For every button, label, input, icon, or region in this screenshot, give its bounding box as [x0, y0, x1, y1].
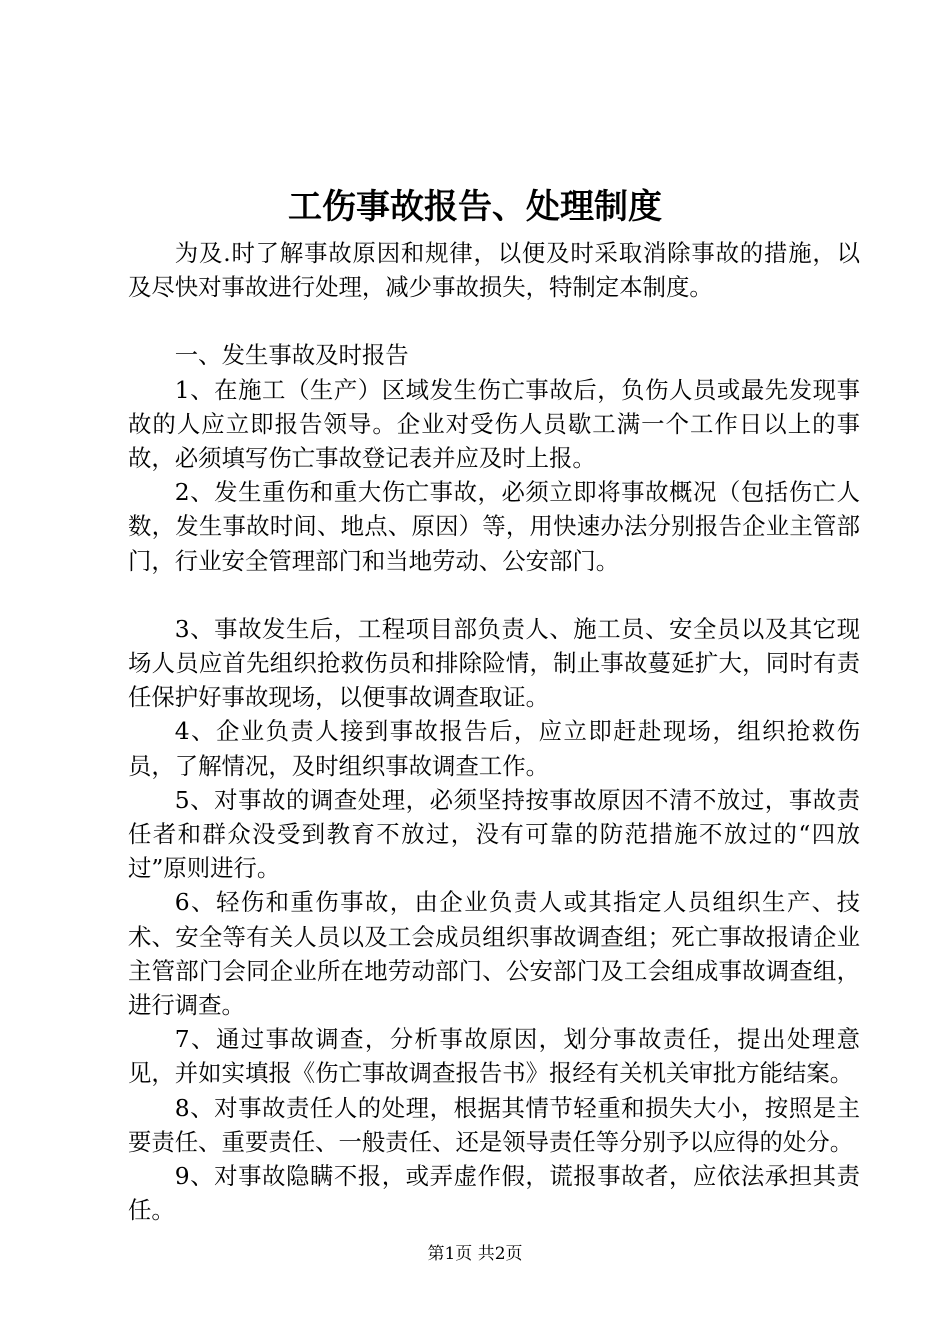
clause-8: 8、对事故责任人的处理，根据其情节轻重和损失大小，按照是主要责任、重要责任、一般责任、还是领导责任等分别予以应得的处分。: [128, 1093, 860, 1156]
clause-5: 5、对事故的调查处理，必须坚持按事故原因不清不放过，事故责任者和群众没受到教育不放过，没有可靠的防范措施不放过的“四放过”原则进行。: [128, 785, 860, 883]
document-title: 工伤事故报告、处理制度: [288, 187, 662, 227]
clause-7: 7、通过事故调查，分析事故原因，划分事故责任，提出处理意见，并如实填报《伤亡事故调查报告书》报经有关机关审批方能结案。: [128, 1025, 860, 1088]
paragraph-spacer: [128, 304, 860, 338]
clause-1: 1、在施工（生产）区域发生伤亡事故后，负伤人员或最先发现事故的人应立即报告领导。企业对受伤人员歇工满一个工作日以上的事故，必须填写伤亡事故登记表并应及时上报。: [128, 375, 860, 473]
clause-4: 4、企业负责人接到事故报告后，应立即赶赴现场，组织抢救伤员，了解情况，及时组织事故调查工作。: [128, 717, 860, 780]
intro-paragraph: 为及.时了解事故原因和规律，以便及时采取消除事故的措施，以及尽快对事故进行处理，减少事故损失，特制定本制度。: [128, 239, 860, 302]
page-number: 第1页 共2页: [427, 1244, 523, 1264]
clause-6: 6、轻伤和重伤事故，由企业负责人或其指定人员组织生产、技术、安全等有关人员以及工会成员组织事故调查组；死亡事故报请企业主管部门会同企业所在地劳动部门、公安部门及工会组成事故调查组，进行调查。: [128, 888, 860, 1020]
paragraph-spacer: [128, 578, 860, 612]
clause-3: 3、事故发生后，工程项目部负责人、施工员、安全员以及其它现场人员应首先组织抢救伤员和排除险情，制止事故蔓延扩大，同时有责任保护好事故现场，以便事故调查取证。: [128, 614, 860, 712]
document-body: [128, 236, 860, 1227]
clause-9: 9、对事故隐瞒不报，或弄虚作假，谎报事故者，应依法承担其责任。: [128, 1162, 860, 1225]
section-heading: 一、发生事故及时报告: [174, 341, 409, 370]
clause-2: 2、发生重伤和重大伤亡事故，必须立即将事故概况（包括伤亡人数，发生事故时间、地点、原因）等，用快速办法分别报告企业主管部门，行业安全管理部门和当地劳动、公安部门。: [128, 478, 860, 575]
